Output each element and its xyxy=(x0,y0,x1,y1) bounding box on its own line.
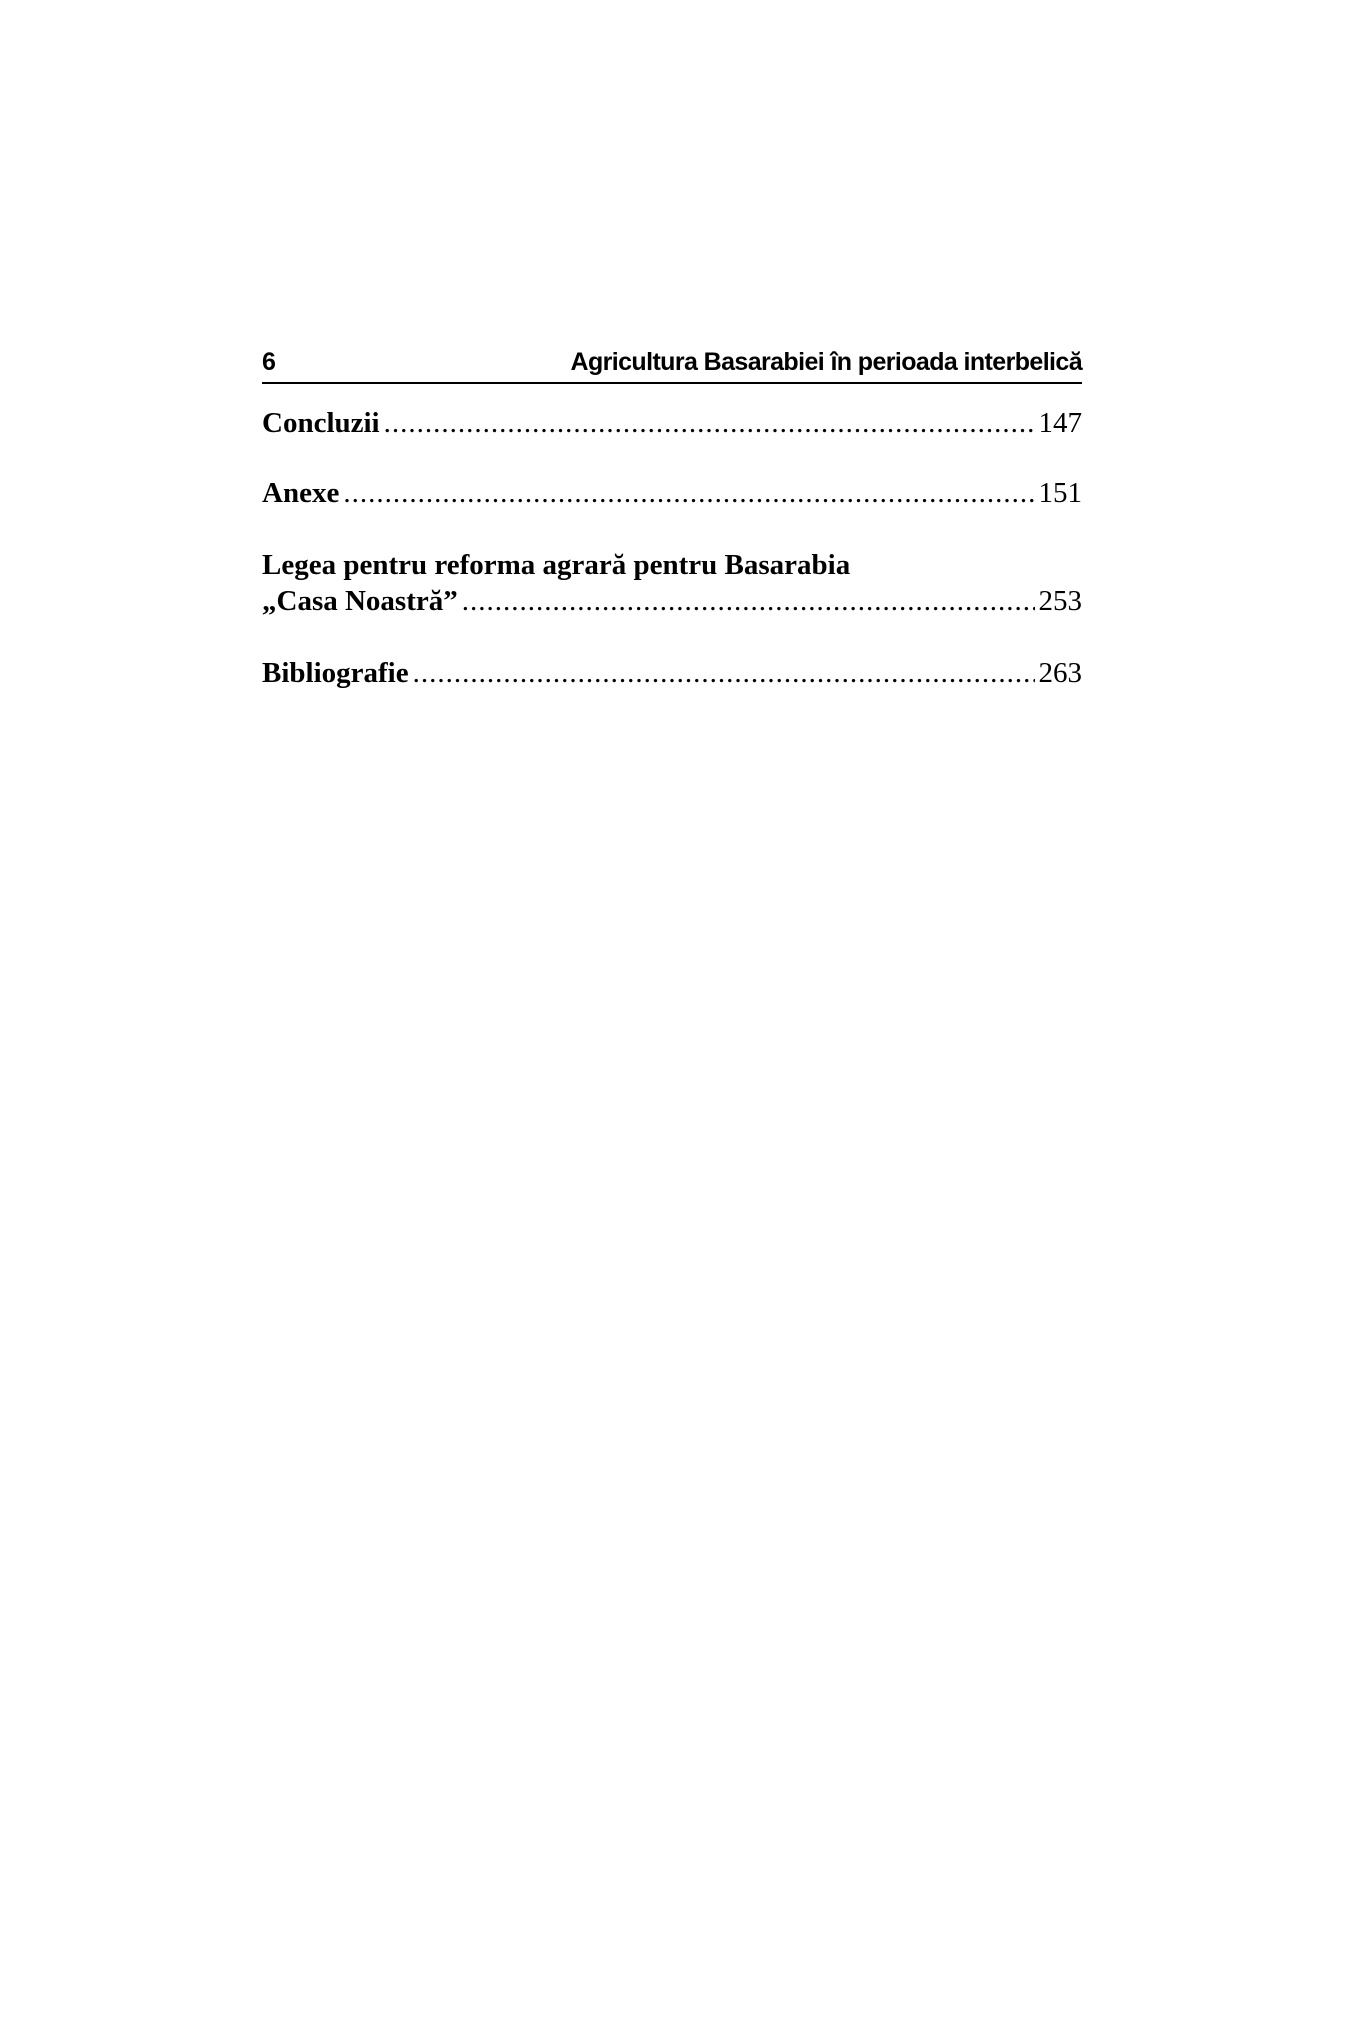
toc-entry-page: 263 xyxy=(1038,657,1082,689)
toc-entry-page: 253 xyxy=(1038,585,1082,617)
toc-entry-page: 151 xyxy=(1038,477,1082,509)
toc-entry-label: Concluzii xyxy=(262,407,380,439)
toc-entry-concluzii[interactable] xyxy=(262,405,1082,441)
toc-dot-leader xyxy=(384,405,1035,441)
running-title: Agricultura Basarabiei în perioada interbelică xyxy=(570,348,1082,376)
page-number: 6 xyxy=(262,348,276,376)
toc-dot-leader xyxy=(462,583,1035,619)
page-header xyxy=(262,344,1082,384)
toc-dot-leader xyxy=(413,655,1035,691)
table-of-contents xyxy=(262,405,1082,691)
toc-entry-bibliografie[interactable] xyxy=(262,655,1082,691)
toc-entry-label-line1: Legea pentru reforma agrară pentru Basarabia xyxy=(262,549,851,581)
toc-entry-label: Anexe xyxy=(262,477,340,509)
toc-entry-legea[interactable] xyxy=(262,547,1082,619)
toc-dot-leader xyxy=(343,475,1034,511)
toc-entry-anexe[interactable] xyxy=(262,475,1082,511)
toc-entry-label: „Casa Noastră” xyxy=(262,585,458,617)
toc-entry-label: Bibliografie xyxy=(262,657,409,689)
toc-entry-page: 147 xyxy=(1038,407,1082,439)
